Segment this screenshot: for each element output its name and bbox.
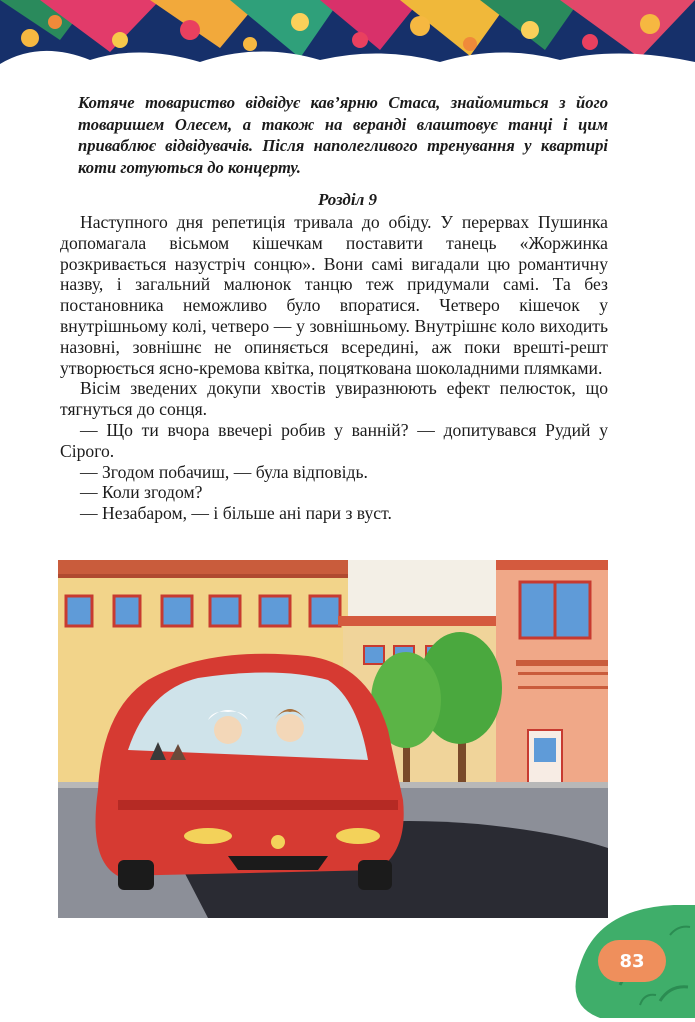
dialogue-line: — Згодом побачиш, — була відповідь. <box>80 461 368 482</box>
paragraph: Наступного дня репетиція тривала до обіду. У перервах Пушинка допомагала вісьмом кішечкам поставити танець «Жоржинка розкривається назустріч сонцю». Вони самі вигадали цю романтичну назву, і загальний малюнок танцю теж придумали самі. Та без постановника неможливо було впоратися. Четверо кішечок у внутрішньому колі, четверо — у зовнішньому. Внутрішнє коло виходить назовні, зовнішнє не опиняється всередині, аж поки врешті-решт утворюється ясно-кремова квітка, поцяткована шоколадними плямками. <box>60 212 608 378</box>
chapter-summary <box>78 92 608 179</box>
paragraph: Вісім зведених докупи хвостів увиразнюють ефект пелюсток, що тягнуться до сонця. <box>60 378 608 420</box>
car-illustration <box>58 560 608 918</box>
page-number: 83 <box>598 940 666 982</box>
car-street-illustration <box>58 560 608 918</box>
flower-decoration-icon <box>0 0 695 64</box>
dialogue-line: — Коли згодом? <box>80 482 203 503</box>
dialogue-line: — Що ти вчора ввечері робив у ванній? — допитувався Рудий у Сірого. <box>60 419 608 461</box>
floral-header-banner <box>0 0 695 64</box>
dialogue-line: — Незабаром, — і більше ані пари з вуст. <box>80 503 392 524</box>
summary-text: Котяче товариство відвідує кав’ярню Стаса, знайомиться з його товаришем Олесем, а також на веранді влаштовує танці і цим приваблює відвідувачів. Після наполегливого тренування у квартирі коти готуються до концерту. <box>78 93 608 178</box>
chapter-title: Розділ 9 <box>317 190 378 209</box>
chapter-body <box>60 212 608 524</box>
